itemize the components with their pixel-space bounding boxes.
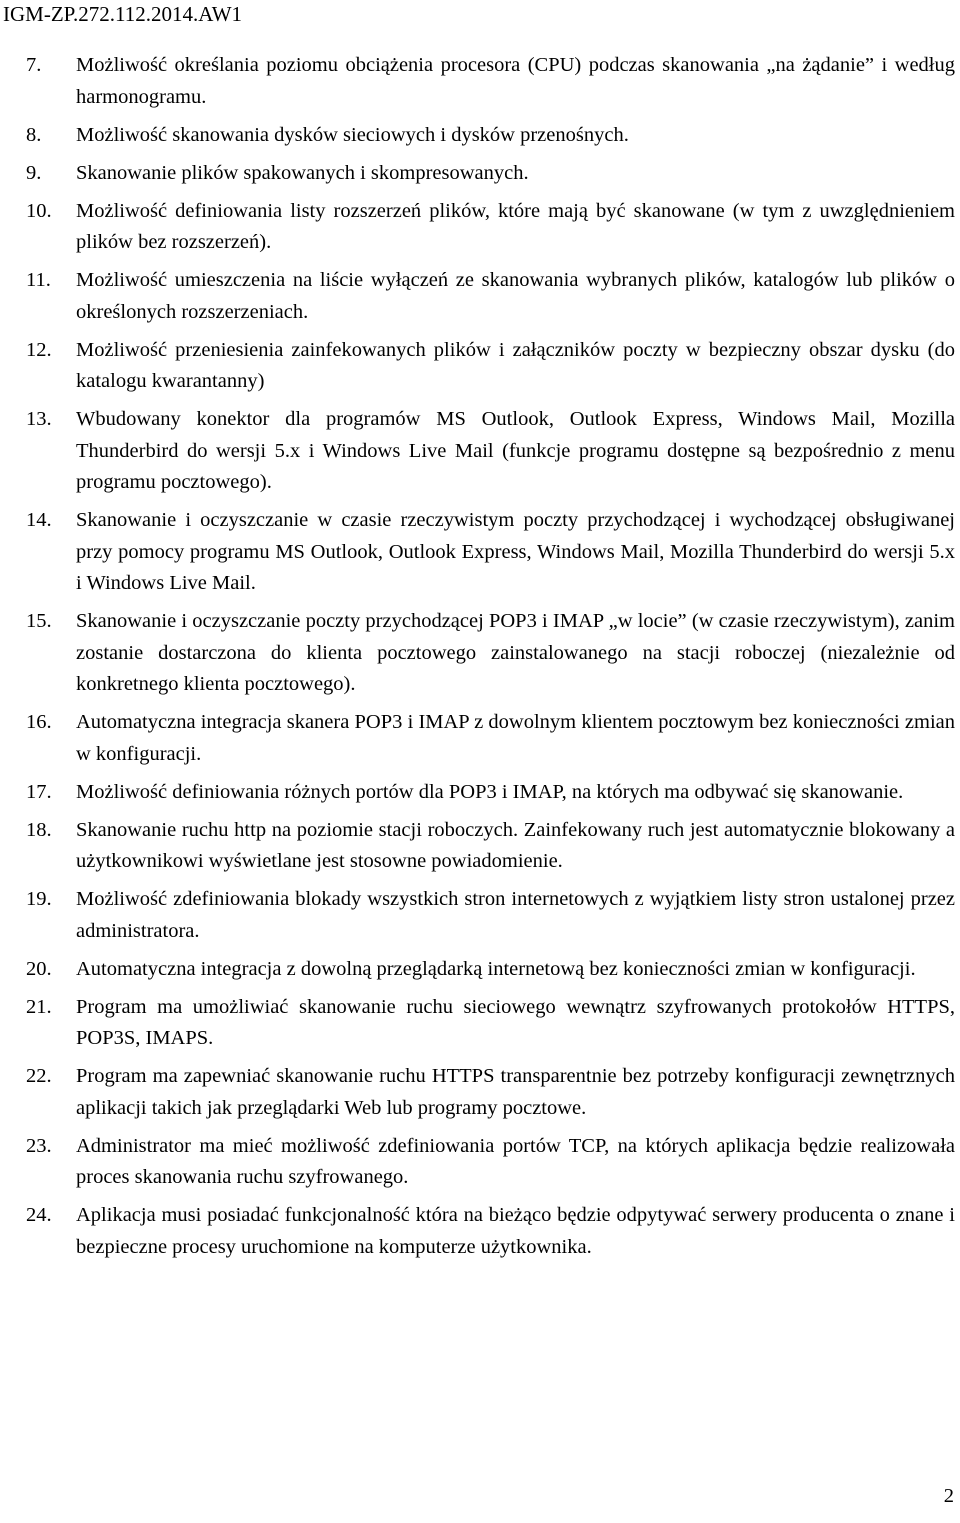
list-item-text: Skanowanie plików spakowanych i skompresowanych. (76, 161, 529, 184)
list-item-number: 7. (26, 54, 42, 76)
list-item-text: Skanowanie i oczyszczanie w czasie rzeczywistym poczty przychodzącej i wychodzącej obsługiwanej przy pomocy programu MS Outlook, Outlook Express, Windows Mail, Mozilla Thunderbird do wersji 5.x i Windows Live Mail. (76, 509, 955, 594)
page-number: 2 (943, 1485, 954, 1507)
list-item (26, 954, 955, 986)
list-item-number: 8. (26, 123, 42, 146)
list-item-text: Program ma umożliwiać skanowanie ruchu sieciowego wewnątrz szyfrowanych protokołów HTTPS, POP3S, IMAPS. (76, 995, 955, 1049)
list-item (26, 120, 955, 152)
list-item-text: Możliwość określania poziomu obciążenia procesora (CPU) podczas skanowania „na żądanie” i według harmonogramu. (76, 54, 955, 108)
list-item-number: 13. (26, 408, 52, 430)
list-item-text: Skanowanie i oczyszczanie poczty przychodzącej POP3 i IMAP „w locie” (w czasie rzeczywistym), zanim zostanie dostarczona do klienta pocztowego zainstalowanego na stacji roboczej (niezależnie od konkretnego klienta pocztowego). (76, 610, 955, 695)
list-item-text: Możliwość definiowania listy rozszerzeń plików, które mają być skanowane (w tym z uwzględnieniem plików bez rozszerzeń). (76, 199, 955, 253)
list-item (26, 1200, 955, 1263)
list-item-text: Program ma zapewniać skanowanie ruchu HTTPS transparentnie bez potrzeby konfiguracji zewnętrznych aplikacji takich jak przeglądarki Web lub programy pocztowe. (76, 1065, 955, 1119)
list-item-number: 9. (26, 161, 42, 184)
list-item-number: 14. (26, 509, 52, 531)
list-item (26, 335, 955, 398)
list-item-text: Możliwość definiowania różnych portów dla POP3 i IMAP, na których ma odbywać się skanowanie. (76, 780, 904, 803)
list-item (26, 777, 955, 809)
document-reference-id: IGM-ZP.272.112.2014.AW1 (3, 2, 243, 26)
list-item (26, 265, 955, 328)
list-item-text: Administrator ma mieć możliwość zdefiniowania portów TCP, na których aplikacja będzie realizowała proces skanowania ruchu szyfrowanego. (76, 1134, 955, 1188)
list-item-number: 15. (26, 610, 52, 632)
list-item-text: Możliwość zdefiniowania blokady wszystkich stron internetowych z wyjątkiem listy stron ustalonej przez administratora. (76, 888, 955, 942)
list-item (26, 884, 955, 947)
list-item (26, 1131, 955, 1194)
list-item-text: Automatyczna integracja skanera POP3 i IMAP z dowolnym klientem pocztowym bez konieczności zmian w konfiguracji. (76, 711, 955, 765)
list-item-number: 12. (26, 338, 52, 361)
list-item-number: 24. (26, 1204, 52, 1226)
list-item-number: 20. (26, 957, 52, 980)
list-item (26, 606, 955, 701)
requirements-list (26, 50, 955, 1270)
list-item-text: Wbudowany konektor dla programów MS Outlook, Outlook Express, Windows Mail, Mozilla Thunderbird do wersji 5.x i Windows Live Mail (funkcje programu dostępne są bezpośrednio z menu programu pocztowego). (76, 408, 955, 493)
list-item (26, 404, 955, 499)
list-item (26, 158, 955, 190)
list-item (26, 707, 955, 770)
list-item (26, 992, 955, 1055)
list-item-text: Aplikacja musi posiadać funkcjonalność która na bieżąco będzie odpytywać serwery producenta o znane i bezpieczne procesy uruchomione na komputerze użytkownika. (76, 1204, 955, 1258)
list-item (26, 50, 955, 113)
list-item-number: 11. (26, 269, 51, 291)
list-item (26, 196, 955, 259)
list-item-number: 10. (26, 199, 52, 222)
list-item (26, 1061, 955, 1124)
list-item-number: 21. (26, 995, 52, 1018)
list-item-text: Automatyczna integracja z dowolną przeglądarką internetową bez konieczności zmian w konfiguracji. (76, 957, 916, 980)
list-item-number: 22. (26, 1065, 52, 1087)
list-item-number: 16. (26, 711, 52, 733)
list-item-text: Możliwość skanowania dysków sieciowych i dysków przenośnych. (76, 123, 629, 146)
list-item-number: 19. (26, 888, 52, 910)
list-item-text: Możliwość umieszczenia na liście wyłączeń ze skanowania wybranych plików, katalogów lub plików o określonych rozszerzeniach. (76, 269, 955, 323)
list-item-number: 23. (26, 1134, 52, 1157)
list-item-text: Możliwość przeniesienia zainfekowanych plików i załączników poczty w bezpieczny obszar dysku (do katalogu kwarantanny) (76, 338, 955, 392)
list-item (26, 505, 955, 600)
list-item-number: 18. (26, 818, 52, 841)
list-item-number: 17. (26, 780, 52, 803)
list-item (26, 815, 955, 878)
list-item-text: Skanowanie ruchu http na poziomie stacji roboczych. Zainfekowany ruch jest automatycznie blokowany a użytkownikowi wyświetlane jest stosowne powiadomienie. (76, 818, 955, 872)
